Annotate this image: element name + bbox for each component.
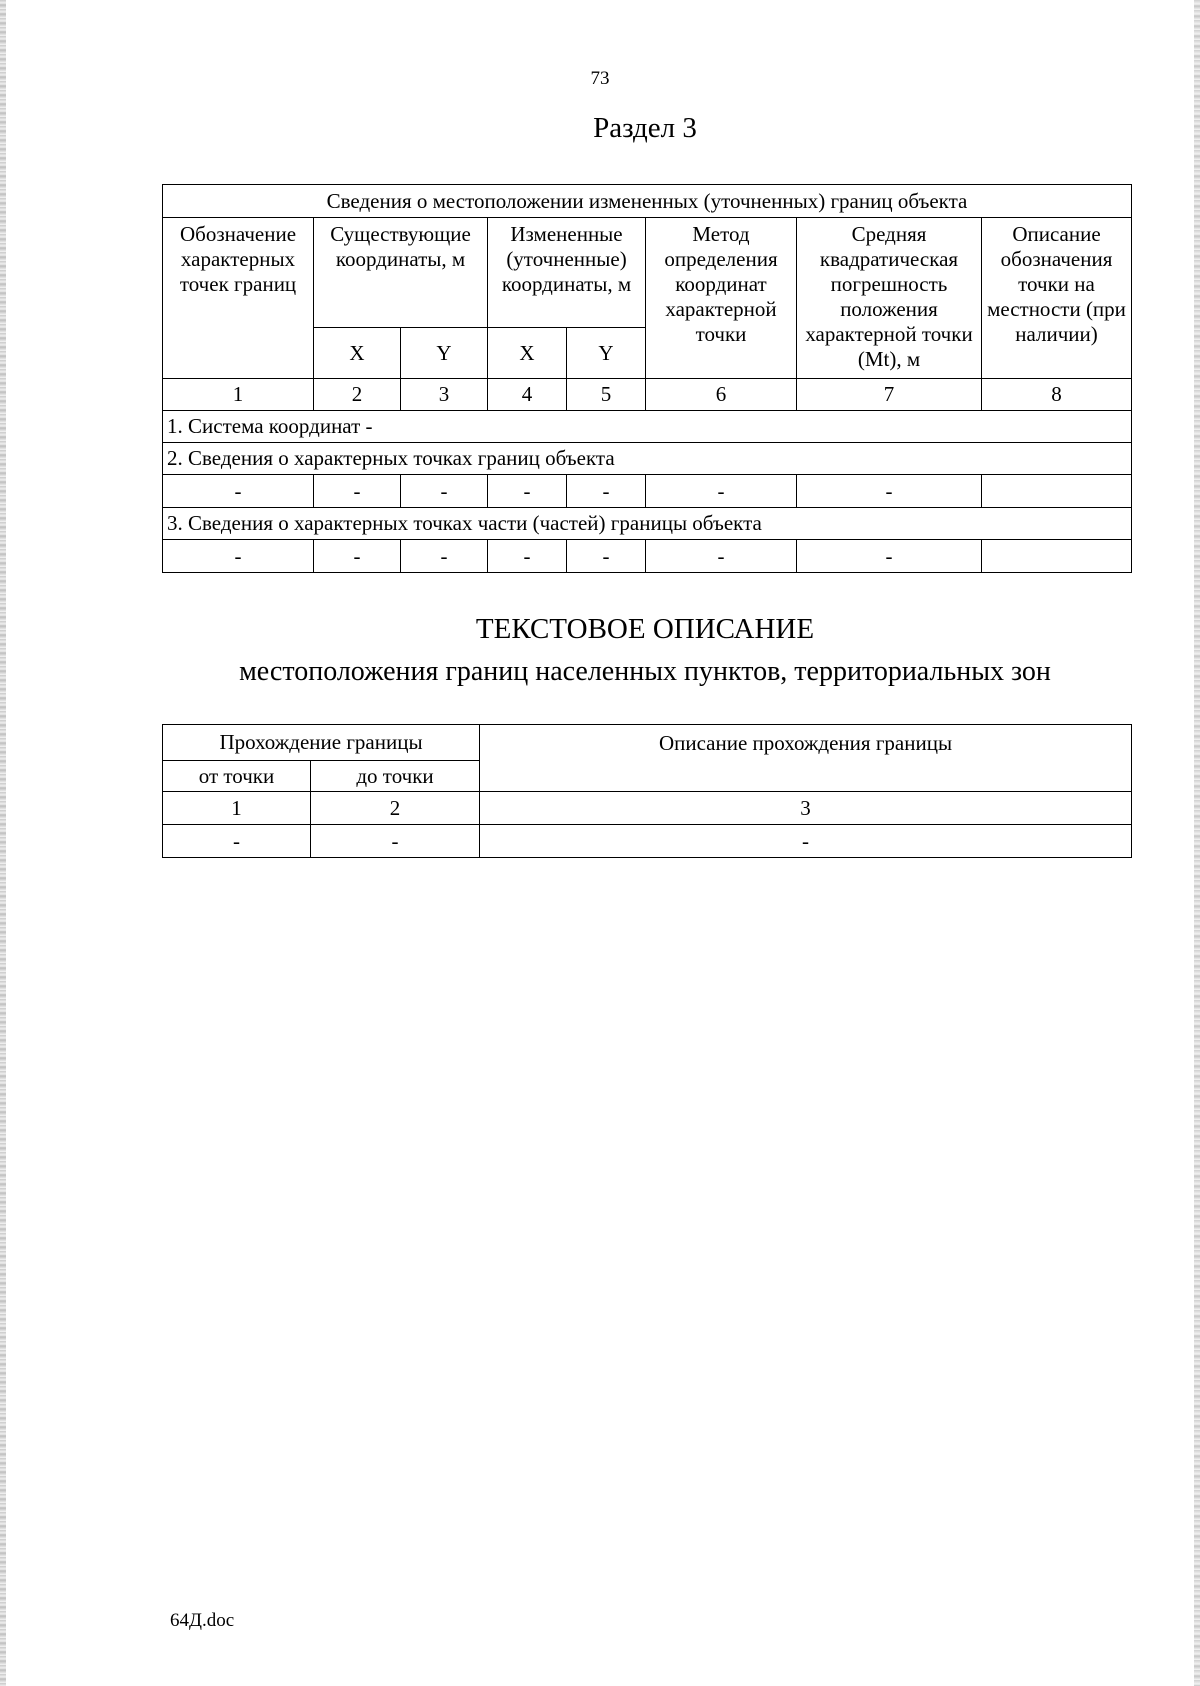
table-cell — [982, 475, 1132, 508]
table-cell: - — [401, 540, 488, 573]
header-passage-description: Описание прохождения границы — [480, 725, 1132, 792]
column-number: 5 — [567, 379, 646, 411]
part-boundary-points-section-row: 3. Сведения о характерных точках части (частей) границы объекта — [163, 508, 1132, 540]
table-cell: - — [646, 540, 797, 573]
table-cell: - — [311, 825, 480, 858]
file-name-footer: 64Д.doc — [170, 1610, 235, 1631]
header-existing-y: Y — [401, 328, 488, 379]
header-changed-x: X — [488, 328, 567, 379]
column-number: 4 — [488, 379, 567, 411]
table-cell: - — [646, 475, 797, 508]
header-changed-y: Y — [567, 328, 646, 379]
column-number: 3 — [480, 792, 1132, 825]
header-point-designation: Обозначение характерных точек границ — [163, 218, 314, 379]
table-cell: - — [163, 475, 314, 508]
text-description-title: ТЕКСТОВОЕ ОПИСАНИЕ — [475, 613, 815, 645]
column-number: 2 — [314, 379, 401, 411]
table-cell: - — [163, 825, 311, 858]
header-changed-coordinates: Измененные (уточненные) координаты, м — [488, 218, 646, 328]
table-cell: - — [314, 540, 401, 573]
table-cell: - — [480, 825, 1132, 858]
header-mean-error: Средняя квадратическая погрешность положения характерной точки (Mt), м — [797, 218, 982, 379]
header-point-description: Описание обозначения точки на местности (при наличии) — [982, 218, 1132, 379]
table-cell: - — [314, 475, 401, 508]
table-cell: - — [567, 540, 646, 573]
table-cell: - — [488, 475, 567, 508]
boundary-points-section-row: 2. Сведения о характерных точках границ объекта — [163, 443, 1132, 475]
column-number: 1 — [163, 379, 314, 411]
boundary-passage-table — [162, 724, 1132, 858]
coordinate-system-row: 1. Система координат - — [163, 411, 1132, 443]
header-boundary-passage: Прохождение границы — [163, 725, 480, 761]
table-cell: - — [797, 540, 982, 573]
page-number: 73 — [590, 68, 610, 89]
table-cell: - — [401, 475, 488, 508]
header-method: Метод определения координат характерной точки — [646, 218, 797, 379]
column-number: 8 — [982, 379, 1132, 411]
header-existing-x: X — [314, 328, 401, 379]
column-number: 2 — [311, 792, 480, 825]
header-from-point: от точки — [163, 761, 311, 792]
table-cell: - — [163, 540, 314, 573]
header-to-point: до точки — [311, 761, 480, 792]
column-number: 6 — [646, 379, 797, 411]
table-cell: - — [797, 475, 982, 508]
table-cell: - — [567, 475, 646, 508]
text-description-subtitle: местоположения границ населенных пунктов, территориальных зон — [239, 656, 1051, 687]
table-cell: - — [488, 540, 567, 573]
table-caption: Сведения о местоположении измененных (уточненных) границ объекта — [163, 185, 1132, 218]
column-number: 3 — [401, 379, 488, 411]
boundary-points-table — [162, 184, 1132, 573]
column-number: 7 — [797, 379, 982, 411]
section-title: Раздел 3 — [593, 112, 697, 144]
scan-edge-left — [0, 0, 6, 1686]
header-existing-coordinates: Существующие координаты, м — [314, 218, 488, 328]
scan-edge-right — [1194, 0, 1200, 1686]
column-number: 1 — [163, 792, 311, 825]
table-cell — [982, 540, 1132, 573]
